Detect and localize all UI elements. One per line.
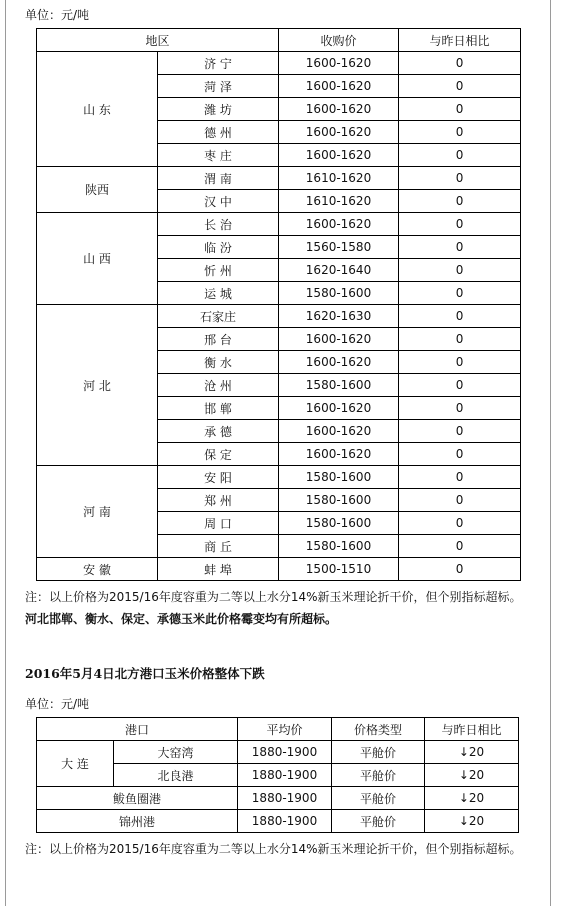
price-cell: 1500-1510 <box>279 558 399 581</box>
change-cell: 0 <box>399 167 521 190</box>
change-cell: 0 <box>399 305 521 328</box>
change-cell: 0 <box>399 236 521 259</box>
price-cell: 1580-1600 <box>279 374 399 397</box>
city-cell: 运 城 <box>158 282 279 305</box>
purchase-price-table <box>36 28 521 581</box>
table-row <box>37 167 521 190</box>
section-title: 2016年5月4日北方港口玉米价格整体下跌 <box>25 666 265 681</box>
price-cell: 1560-1580 <box>279 236 399 259</box>
change-cell: 0 <box>399 558 521 581</box>
price-cell: 1600-1620 <box>279 75 399 98</box>
header-avg-price: 平均价 <box>238 718 332 741</box>
city-cell: 汉 中 <box>158 190 279 213</box>
type-cell: 平舱价 <box>332 787 425 810</box>
change-cell: 0 <box>399 121 521 144</box>
price-cell: 1600-1620 <box>279 420 399 443</box>
city-cell: 石家庄 <box>158 305 279 328</box>
table-row <box>37 810 519 833</box>
table-row <box>37 52 521 75</box>
change-cell: 0 <box>399 52 521 75</box>
header-price: 收购价 <box>279 29 399 52</box>
price-cell: 1600-1620 <box>279 98 399 121</box>
price-cell: 1600-1620 <box>279 443 399 466</box>
city-cell: 安 阳 <box>158 466 279 489</box>
city-cell: 保 定 <box>158 443 279 466</box>
province-cell: 山 东 <box>37 52 158 167</box>
right-border <box>550 0 551 906</box>
change-cell: 0 <box>399 213 521 236</box>
table-header-row <box>37 718 519 741</box>
change-cell: 0 <box>399 397 521 420</box>
province-cell: 陕西 <box>37 167 158 213</box>
sub-port-cell: 北良港 <box>114 764 238 787</box>
price-cell: 1580-1600 <box>279 535 399 558</box>
price-cell: 1600-1620 <box>279 397 399 420</box>
change-cell: ↓20 <box>425 764 519 787</box>
city-cell: 忻 州 <box>158 259 279 282</box>
header-change: 与昨日相比 <box>425 718 519 741</box>
price-cell: 1600-1620 <box>279 144 399 167</box>
change-cell: ↓20 <box>425 741 519 764</box>
price-cell: 1880-1900 <box>238 741 332 764</box>
note-2: 注：以上价格为2015/16年度容重为二等以上水分14%新玉米理论折干价，但个别指标超标。 <box>25 842 522 856</box>
city-cell: 菏 泽 <box>158 75 279 98</box>
city-cell: 周 口 <box>158 512 279 535</box>
price-cell: 1600-1620 <box>279 351 399 374</box>
type-cell: 平舱价 <box>332 741 425 764</box>
city-cell: 德 州 <box>158 121 279 144</box>
price-cell: 1880-1900 <box>238 810 332 833</box>
city-cell: 渭 南 <box>158 167 279 190</box>
change-cell: 0 <box>399 190 521 213</box>
port-cell: 锦州港 <box>37 810 238 833</box>
city-cell: 衡 水 <box>158 351 279 374</box>
price-cell: 1600-1620 <box>279 213 399 236</box>
price-cell: 1580-1600 <box>279 282 399 305</box>
change-cell: 0 <box>399 512 521 535</box>
sub-port-cell: 大窑湾 <box>114 741 238 764</box>
change-cell: 0 <box>399 420 521 443</box>
note-1 <box>25 586 530 630</box>
price-cell: 1580-1600 <box>279 512 399 535</box>
change-cell: 0 <box>399 259 521 282</box>
change-cell: 0 <box>399 443 521 466</box>
city-cell: 邯 郸 <box>158 397 279 420</box>
price-cell: 1580-1600 <box>279 466 399 489</box>
note-1-bold: 河北邯郸、衡水、保定、承德玉米此价格霉变均有所超标。 <box>25 612 338 626</box>
change-cell: 0 <box>399 351 521 374</box>
type-cell: 平舱价 <box>332 764 425 787</box>
change-cell: 0 <box>399 282 521 305</box>
province-cell: 山 西 <box>37 213 158 305</box>
city-cell: 济 宁 <box>158 52 279 75</box>
port-price-table <box>36 717 519 833</box>
change-cell: ↓20 <box>425 787 519 810</box>
province-cell: 安 徽 <box>37 558 158 581</box>
change-cell: 0 <box>399 328 521 351</box>
table-row <box>37 213 521 236</box>
price-cell: 1600-1620 <box>279 328 399 351</box>
city-cell: 长 治 <box>158 213 279 236</box>
table-row <box>37 558 521 581</box>
table-row <box>37 466 521 489</box>
table-row <box>37 305 521 328</box>
left-border <box>5 0 6 906</box>
type-cell: 平舱价 <box>332 810 425 833</box>
city-cell: 临 汾 <box>158 236 279 259</box>
city-cell: 邢 台 <box>158 328 279 351</box>
table-row <box>37 787 519 810</box>
price-cell: 1600-1620 <box>279 52 399 75</box>
price-cell: 1580-1600 <box>279 489 399 512</box>
city-cell: 商 丘 <box>158 535 279 558</box>
price-cell: 1880-1900 <box>238 787 332 810</box>
city-cell: 郑 州 <box>158 489 279 512</box>
city-cell: 蚌 埠 <box>158 558 279 581</box>
price-cell: 1610-1620 <box>279 167 399 190</box>
header-change: 与昨日相比 <box>399 29 521 52</box>
change-cell: 0 <box>399 535 521 558</box>
change-cell: 0 <box>399 374 521 397</box>
price-cell: 1880-1900 <box>238 764 332 787</box>
change-cell: 0 <box>399 144 521 167</box>
table-row <box>37 741 519 764</box>
port-cell: 鲅鱼圈港 <box>37 787 238 810</box>
province-cell: 河 北 <box>37 305 158 466</box>
header-region: 地区 <box>37 29 279 52</box>
price-cell: 1620-1640 <box>279 259 399 282</box>
city-cell: 潍 坊 <box>158 98 279 121</box>
price-cell: 1620-1630 <box>279 305 399 328</box>
price-cell: 1600-1620 <box>279 121 399 144</box>
city-cell: 枣 庄 <box>158 144 279 167</box>
change-cell: 0 <box>399 466 521 489</box>
table-header-row <box>37 29 521 52</box>
unit-label-2: 单位：元/吨 <box>25 697 90 711</box>
header-port: 港口 <box>37 718 238 741</box>
change-cell: 0 <box>399 75 521 98</box>
port-cell: 大 连 <box>37 741 114 787</box>
note-1-text: 注：以上价格为2015/16年度容重为二等以上水分14%新玉米理论折干价，但个别指标超标。 <box>25 590 522 604</box>
change-cell: 0 <box>399 98 521 121</box>
city-cell: 承 德 <box>158 420 279 443</box>
province-cell: 河 南 <box>37 466 158 558</box>
change-cell: ↓20 <box>425 810 519 833</box>
header-price-type: 价格类型 <box>332 718 425 741</box>
city-cell: 沧 州 <box>158 374 279 397</box>
change-cell: 0 <box>399 489 521 512</box>
unit-label: 单位：元/吨 <box>25 8 90 22</box>
price-cell: 1610-1620 <box>279 190 399 213</box>
